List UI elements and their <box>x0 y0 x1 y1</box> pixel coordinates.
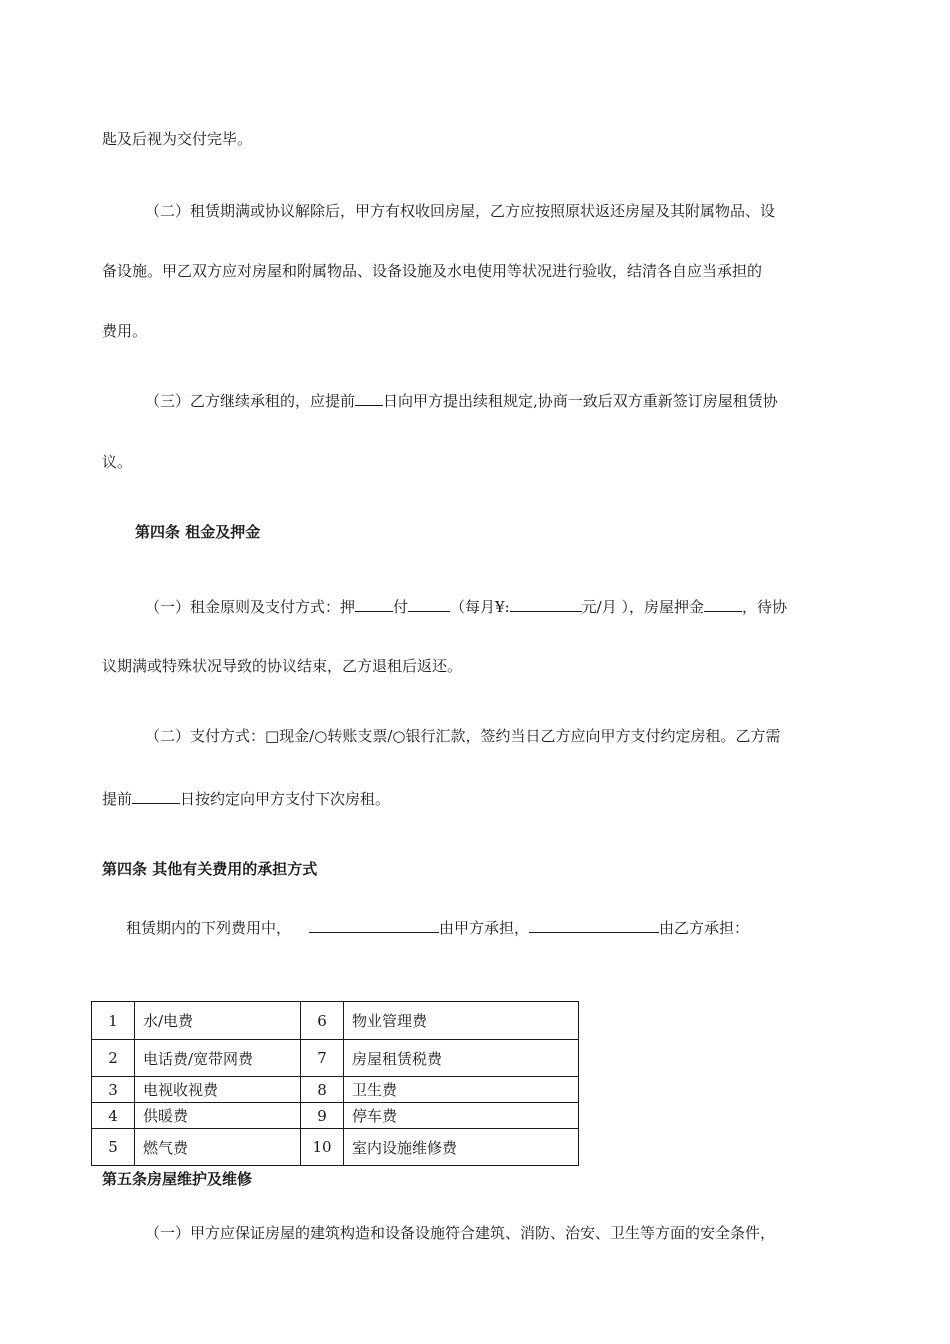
text-fragment: 由乙方承担： <box>659 919 750 937</box>
text-fragment: （三）乙方继续承租的，应提前 <box>145 392 356 410</box>
text-fragment: （每月¥: <box>450 598 510 616</box>
table-cell: 电视收视费 <box>135 1077 301 1103</box>
blank-field <box>408 596 450 612</box>
paragraph-text: 议。 <box>102 453 133 471</box>
text-fragment: （一）租金原则及支付方式：押 <box>145 598 356 616</box>
table-cell: 停车费 <box>344 1103 579 1129</box>
table-cell: 水/电费 <box>135 1002 301 1040</box>
blank-field <box>529 917 659 933</box>
blank-field <box>510 596 582 612</box>
text-fragment: 日按约定向甲方支付下次房租。 <box>180 790 391 808</box>
section-heading: 第四条 其他有关费用的承担方式 <box>102 860 318 878</box>
table-cell: 物业管理费 <box>344 1002 579 1040</box>
text-fragment: ，待协 <box>741 598 787 616</box>
text-fragment: 付 <box>393 598 409 616</box>
table-row <box>92 1103 579 1129</box>
paragraph-text <box>145 390 778 411</box>
table-cell: 房屋租赁税费 <box>344 1040 579 1077</box>
table-row <box>92 1002 579 1040</box>
paragraph-text <box>145 596 787 617</box>
table-row <box>92 1129 579 1166</box>
table-cell: 3 <box>92 1077 135 1103</box>
table-cell: 5 <box>92 1129 135 1166</box>
table-cell: 室内设施维修费 <box>344 1129 579 1166</box>
paragraph-text: 匙及后视为交付完毕。 <box>102 130 253 148</box>
blank-field <box>704 596 742 612</box>
fees-table <box>91 1001 579 1166</box>
table-cell: 7 <box>301 1040 344 1077</box>
table-cell: 10 <box>301 1129 344 1166</box>
text-fragment: 日向甲方提出续租规定,协商一致后双方重新签订房屋租赁协 <box>383 392 778 410</box>
table-cell: 电话费/宽带网费 <box>135 1040 301 1077</box>
paragraph-text <box>126 917 749 938</box>
text-fragment: 租赁期内的下列费用中， <box>126 919 292 937</box>
section-heading: 第五条房屋维护及维修 <box>102 1170 253 1188</box>
paragraph-text: （二）支付方式：□现金/○转账支票/○银行汇款，签约当日乙方应向甲方支付约定房租。乙方需 <box>145 727 781 745</box>
blank-field <box>355 596 393 612</box>
table-cell: 供暖费 <box>135 1103 301 1129</box>
text-fragment: 元/月 ），房屋押金 <box>581 598 704 616</box>
table-cell: 4 <box>92 1103 135 1129</box>
section-heading: 第四条 租金及押金 <box>135 523 261 541</box>
blank-field <box>309 917 439 933</box>
paragraph-text: （二）租赁期满或协议解除后，甲方有权收回房屋，乙方应按照原状返还房屋及其附属物品、设 <box>145 202 776 220</box>
blank-field <box>355 390 383 406</box>
table-cell: 卫生费 <box>344 1077 579 1103</box>
table-row <box>92 1077 579 1103</box>
table-cell: 9 <box>301 1103 344 1129</box>
paragraph-text: 费用。 <box>102 322 148 340</box>
table-cell: 1 <box>92 1002 135 1040</box>
paragraph-text: 议期满或特殊状况导致的协议结束，乙方退租后返还。 <box>102 657 463 675</box>
paragraph-text: 备设施。甲乙双方应对房屋和附属物品、设备设施及水电使用等状况进行验收，结清各自应当承担的 <box>102 262 763 280</box>
table-row <box>92 1040 579 1077</box>
text-fragment: 提前 <box>102 790 133 808</box>
table-cell: 2 <box>92 1040 135 1077</box>
paragraph-text <box>102 788 390 809</box>
table-cell: 6 <box>301 1002 344 1040</box>
text-fragment: 由甲方承担， <box>439 919 530 937</box>
paragraph-text: （一）甲方应保证房屋的建筑构造和设备设施符合建筑、消防、治安、卫生等方面的安全条件， <box>145 1224 776 1242</box>
table-cell: 8 <box>301 1077 344 1103</box>
blank-field <box>132 788 180 804</box>
table-cell: 燃气费 <box>135 1129 301 1166</box>
